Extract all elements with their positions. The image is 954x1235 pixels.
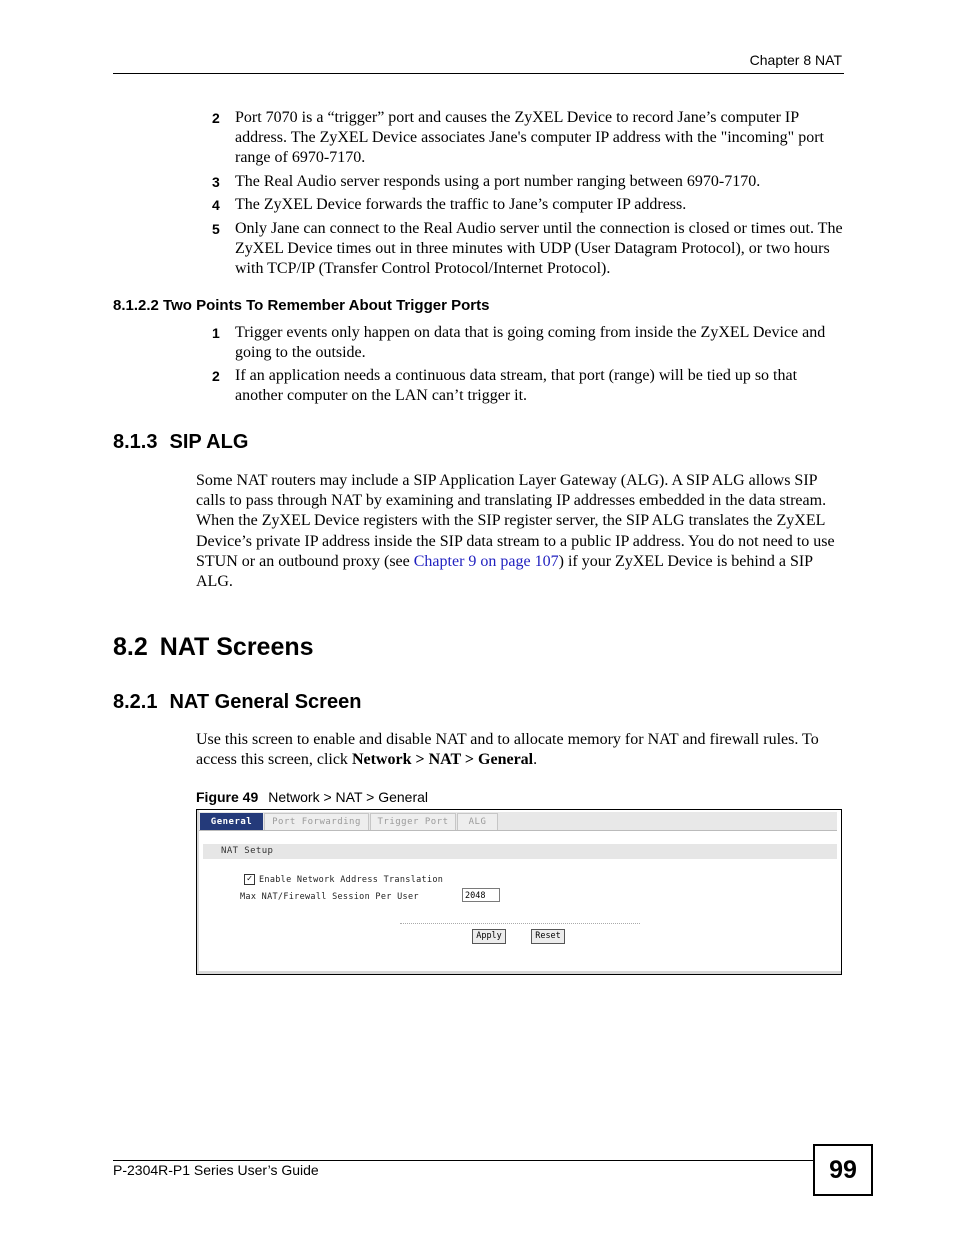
page-number: 99 xyxy=(813,1144,873,1196)
list-item-number: 4 xyxy=(212,197,220,213)
paragraph-text: ) if your ZyXEL Device is behind a SIP ALG. xyxy=(196,552,813,591)
figure-label: Figure 49 xyxy=(196,789,259,805)
enable-nat-checkbox[interactable]: ✓ xyxy=(244,874,255,885)
tab-general[interactable]: General xyxy=(200,813,263,830)
sip-alg-paragraph xyxy=(196,471,842,592)
list-item-number: 1 xyxy=(212,325,220,341)
section-title: NAT General Screen xyxy=(169,691,362,713)
running-header: Chapter 8 NAT xyxy=(749,52,842,68)
section-heading-nat-screens xyxy=(113,633,314,662)
form-divider xyxy=(400,923,640,924)
nat-setup-title: NAT Setup xyxy=(221,846,274,856)
list-item-number: 5 xyxy=(212,221,220,237)
chapter-9-link[interactable]: Chapter 9 on page 107 xyxy=(413,552,559,570)
section-title: SIP ALG xyxy=(169,431,249,453)
nat-setup-section-bar xyxy=(203,844,837,859)
section-number: 8.1.3 xyxy=(113,431,158,453)
list-item-number: 2 xyxy=(212,110,220,126)
max-session-label: Max NAT/Firewall Session Per User xyxy=(240,892,419,902)
max-session-input[interactable]: 2048 xyxy=(462,888,500,902)
paragraph-text: Some NAT routers may include a SIP Application Layer Gateway (ALG). A SIP ALG allows SIP calls to pass through NAT by examining and translating IP addresses embedded in the data stream. When the ZyXEL Device registers with the SIP register server, the SIP ALG translates the ZyXEL Device’s private IP address inside the SIP data stream to a public IP address. You do not need to use STUN or an outbound proxy (see xyxy=(196,472,835,570)
section-number: 8.2.1 xyxy=(113,691,158,713)
figure-frame-edge xyxy=(197,971,841,974)
figure-caption xyxy=(196,789,428,805)
footer-guide-title: P-2304R-P1 Series User’s Guide xyxy=(113,1162,319,1178)
header-divider xyxy=(113,73,844,74)
nat-general-screenshot xyxy=(196,809,842,975)
list-item-number: 2 xyxy=(212,368,220,384)
section-number: 8.2 xyxy=(113,633,148,661)
list-item-text: The Real Audio server responds using a port number ranging between 6970-7170. xyxy=(235,173,761,190)
section-heading-nat-general-screen xyxy=(113,691,361,714)
reset-button[interactable]: Reset xyxy=(531,929,565,944)
tab-alg[interactable]: ALG xyxy=(457,813,498,830)
paragraph-text: Use this screen to enable and disable NAT and to allocate memory for NAT and firewall rules. To access this screen, click xyxy=(196,731,819,769)
figure-caption-text: Network > NAT > General xyxy=(268,789,429,805)
section-title: NAT Screens xyxy=(159,633,314,661)
paragraph-text: . xyxy=(533,751,538,769)
list-item-text: Only Jane can connect to the Real Audio server until the connection is closed or times out. The ZyXEL Device times out in three minutes with UDP (User Datagram Protocol), or two hours with TCP/IP (Transfer Control Protocol/Internet Protocol). xyxy=(235,220,843,277)
section-heading-8-1-2-2: 8.1.2.2 Two Points To Remember About Trigger Ports xyxy=(113,297,490,314)
menu-path: Network > NAT > General xyxy=(351,751,534,769)
tab-trigger-port[interactable]: Trigger Port xyxy=(370,813,456,830)
enable-nat-label: Enable Network Address Translation xyxy=(259,875,444,885)
tab-port-forwarding[interactable]: Port Forwarding xyxy=(264,813,369,830)
list-item-text: If an application needs a continuous data stream, that port (range) will be tied up so that another computer on the LAN can’t trigger it. xyxy=(235,367,798,404)
tab-bar xyxy=(199,812,837,831)
apply-button[interactable]: Apply xyxy=(472,929,506,944)
footer-divider xyxy=(113,1160,815,1161)
list-item-number: 3 xyxy=(212,174,220,190)
list-item-text: The ZyXEL Device forwards the traffic to Jane’s computer IP address. xyxy=(235,196,687,213)
list-item-text: Port 7070 is a “trigger” port and causes the ZyXEL Device to record Jane’s computer IP address. The ZyXEL Device associates Jane's computer IP address with the "incoming" port range of 6970-7170. xyxy=(235,109,824,166)
figure-frame-edge xyxy=(197,810,199,974)
list-item-text: Trigger events only happen on data that is going coming from inside the ZyXEL Device and going to the outside. xyxy=(235,324,826,361)
section-heading-sip-alg xyxy=(113,431,248,454)
nat-general-paragraph xyxy=(196,730,842,770)
